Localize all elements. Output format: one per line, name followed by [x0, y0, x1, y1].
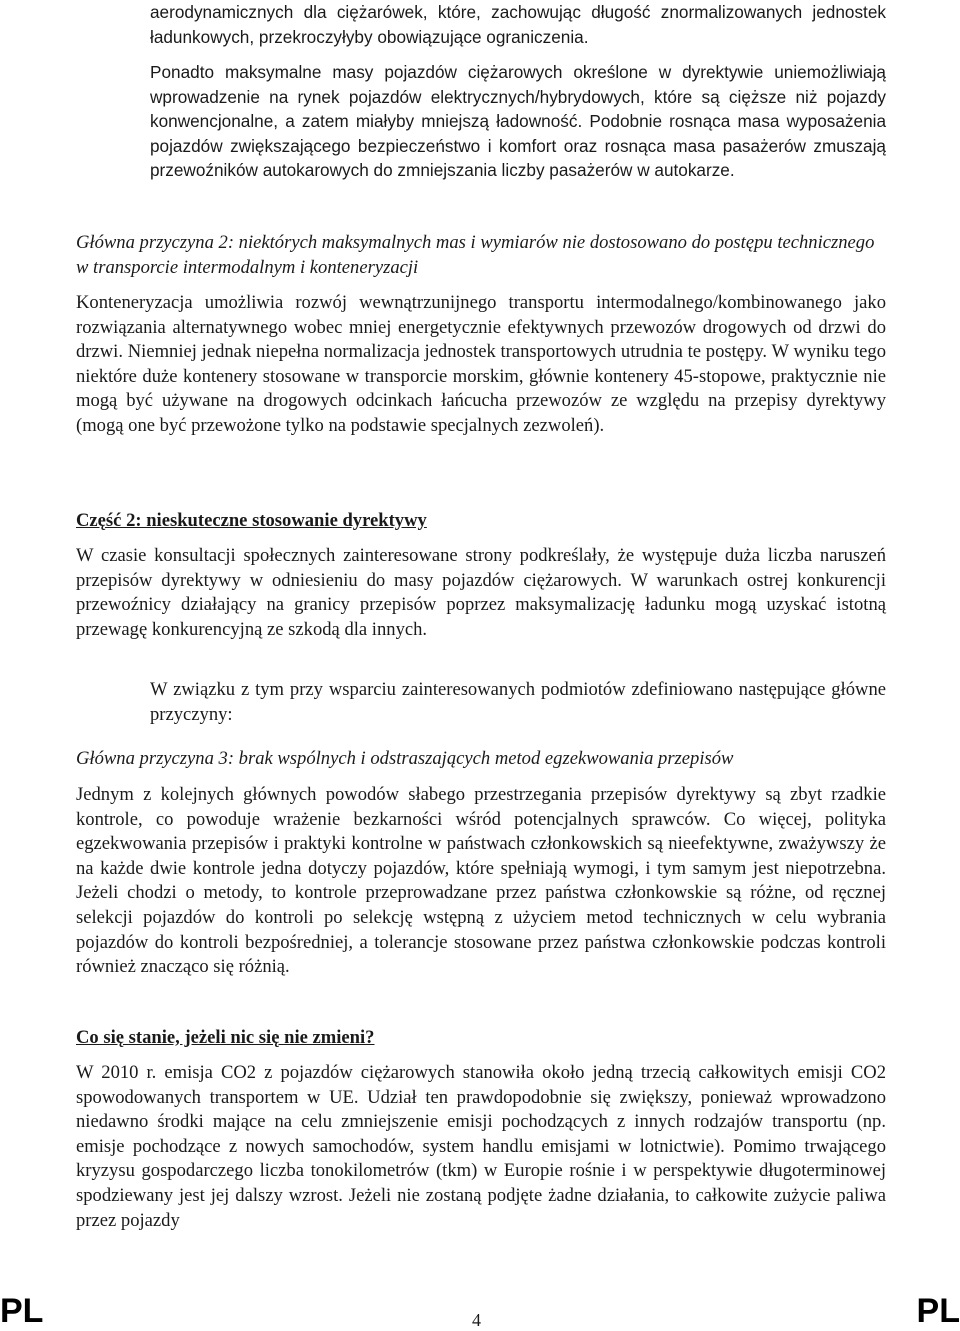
cause-3-heading: Główna przyczyna 3: brak wspólnych i odstraszających metod egzekwowania przepisów — [76, 748, 734, 769]
paragraph-containerisation: Konteneryzacja umożliwia rozwój wewnątrzunijnego transportu intermodalnego/kombinowanego jako rozwiązania alternatywnego wobec mniej energetycznie efektywnych przewozów drogowych od drzwi do drzwi. Niemniej jednak niepełna normalizacja jednostek transportowych utrudnia te postępy. W wyniku tego niektóre duże kontenery stosowane w transporcie morskim, głównie kontenery 45-stopowe, praktycznie nie mogą być używane na drogowych odcinkach łańcucha przewozów ze względu na przepisy dyrektywy (mogą one być przewożone tylko na podstawie specjalnych zezwoleń). — [76, 292, 886, 436]
footer-language-right: PL — [916, 1292, 960, 1330]
no-change-heading: Co się stanie, jeżeli nic się nie zmieni? — [76, 1027, 375, 1048]
paragraph-main-causes-intro: W związku z tym przy wsparciu zainteresowanych podmiotów zdefiniowano następujące główne przyczyny: — [150, 679, 886, 725]
paragraph-max-masses: Ponadto maksymalne masy pojazdów ciężarowych określone w dyrektywie uniemożliwiają wprowadzenie na rynek pojazdów elektrycznych/hybrydowych, które są cięższe niż pojazdy konwencjonalne, a zatem miałyby mniejszą ładowność. Podobnie rosnąca masa wyposażenia pojazdów zwiększającego bezpieczeństwo i komfort oraz rosnąca masa pasażerów zmuszają przewoźników autokarowych do zmniejszania liczby pasażerów w autokarze. — [150, 62, 886, 181]
paragraph-consultations: W czasie konsultacji społecznych zainteresowane strony podkreślały, że występuje duża liczba naruszeń przepisów dyrektywy w odniesieniu do masy pojazdów ciężarowych. W warunkach ostrej konkurencji przewoźnicy działający na granicy przepisów poprzez maksymalizację ładunku mogą uzyskać istotną przewagę konkurencyjną ze szkodą dla innych. — [76, 545, 886, 640]
footer-page-number: 4 — [472, 1310, 481, 1330]
cause-2-heading: Główna przyczyna 2: niektórych maksymalnych mas i wymiarów nie dostosowano do postępu technicznego w transporcie intermodalnym i konteneryzacji — [76, 232, 875, 278]
paragraph-co2-emissions: W 2010 r. emisja CO2 z pojazdów ciężarowych stanowiła około jedną trzecią całkowitych emisji CO2 spowodowanych transportem w UE. Udział ten prawdopodobnie się zwiększy, ponieważ wprowadzono niedawno środki mające na celu zmniejszenie emisji pochodzących z innych rodzajów transportu (np. emisje pochodzące z nowych samochodów, system handlu emisjami w lotnictwie). Pomimo trwającego kryzysu gospodarczego liczba tonokilometrów (tkm) w Europie rośnie i w perspektywie długoterminowej spodziewany jest jej dalszy wzrost. Jeżeli nie zostaną podjęte żadne działania, to całkowite zużycie paliwa przez pojazdy — [76, 1062, 886, 1231]
footer-language-left: PL — [0, 1292, 44, 1330]
paragraph-aerodynamic-continuation: aerodynamicznych dla ciężarówek, które, zachowując długość znormalizowanych jednostek ładunkowych, przekroczyłyby obowiązujące ograniczenia. — [150, 2, 886, 47]
paragraph-enforcement: Jednym z kolejnych głównych powodów słabego przestrzegania przepisów dyrektywy są zbyt rzadkie kontrole, co powoduje wrażenie bezkarności wśród potencjalnych sprawców. Co więcej, polityka egzekwowania przepisów i praktyki kontrolne w państwach członkowskich są nieefektywne, zważywszy że na każde dwie kontrole jedna dotyczy pojazdów, które spełniają wymogi, i tym samym jest niepotrzebna. Jeżeli chodzi o metody, to kontrole przeprowadzane przez państwa członkowskie są różne, od ręcznej selekcji pojazdów do kontroli po selekcję wstępną z użyciem metod technicznych w celu wybrania pojazdów do kontroli bezpośredniej, a tolerancje stosowane przez państwa członkowskie podczas kontroli również znacząco się różnią. — [76, 784, 886, 978]
part-2-heading: Część 2: nieskuteczne stosowanie dyrektywy — [76, 510, 427, 531]
